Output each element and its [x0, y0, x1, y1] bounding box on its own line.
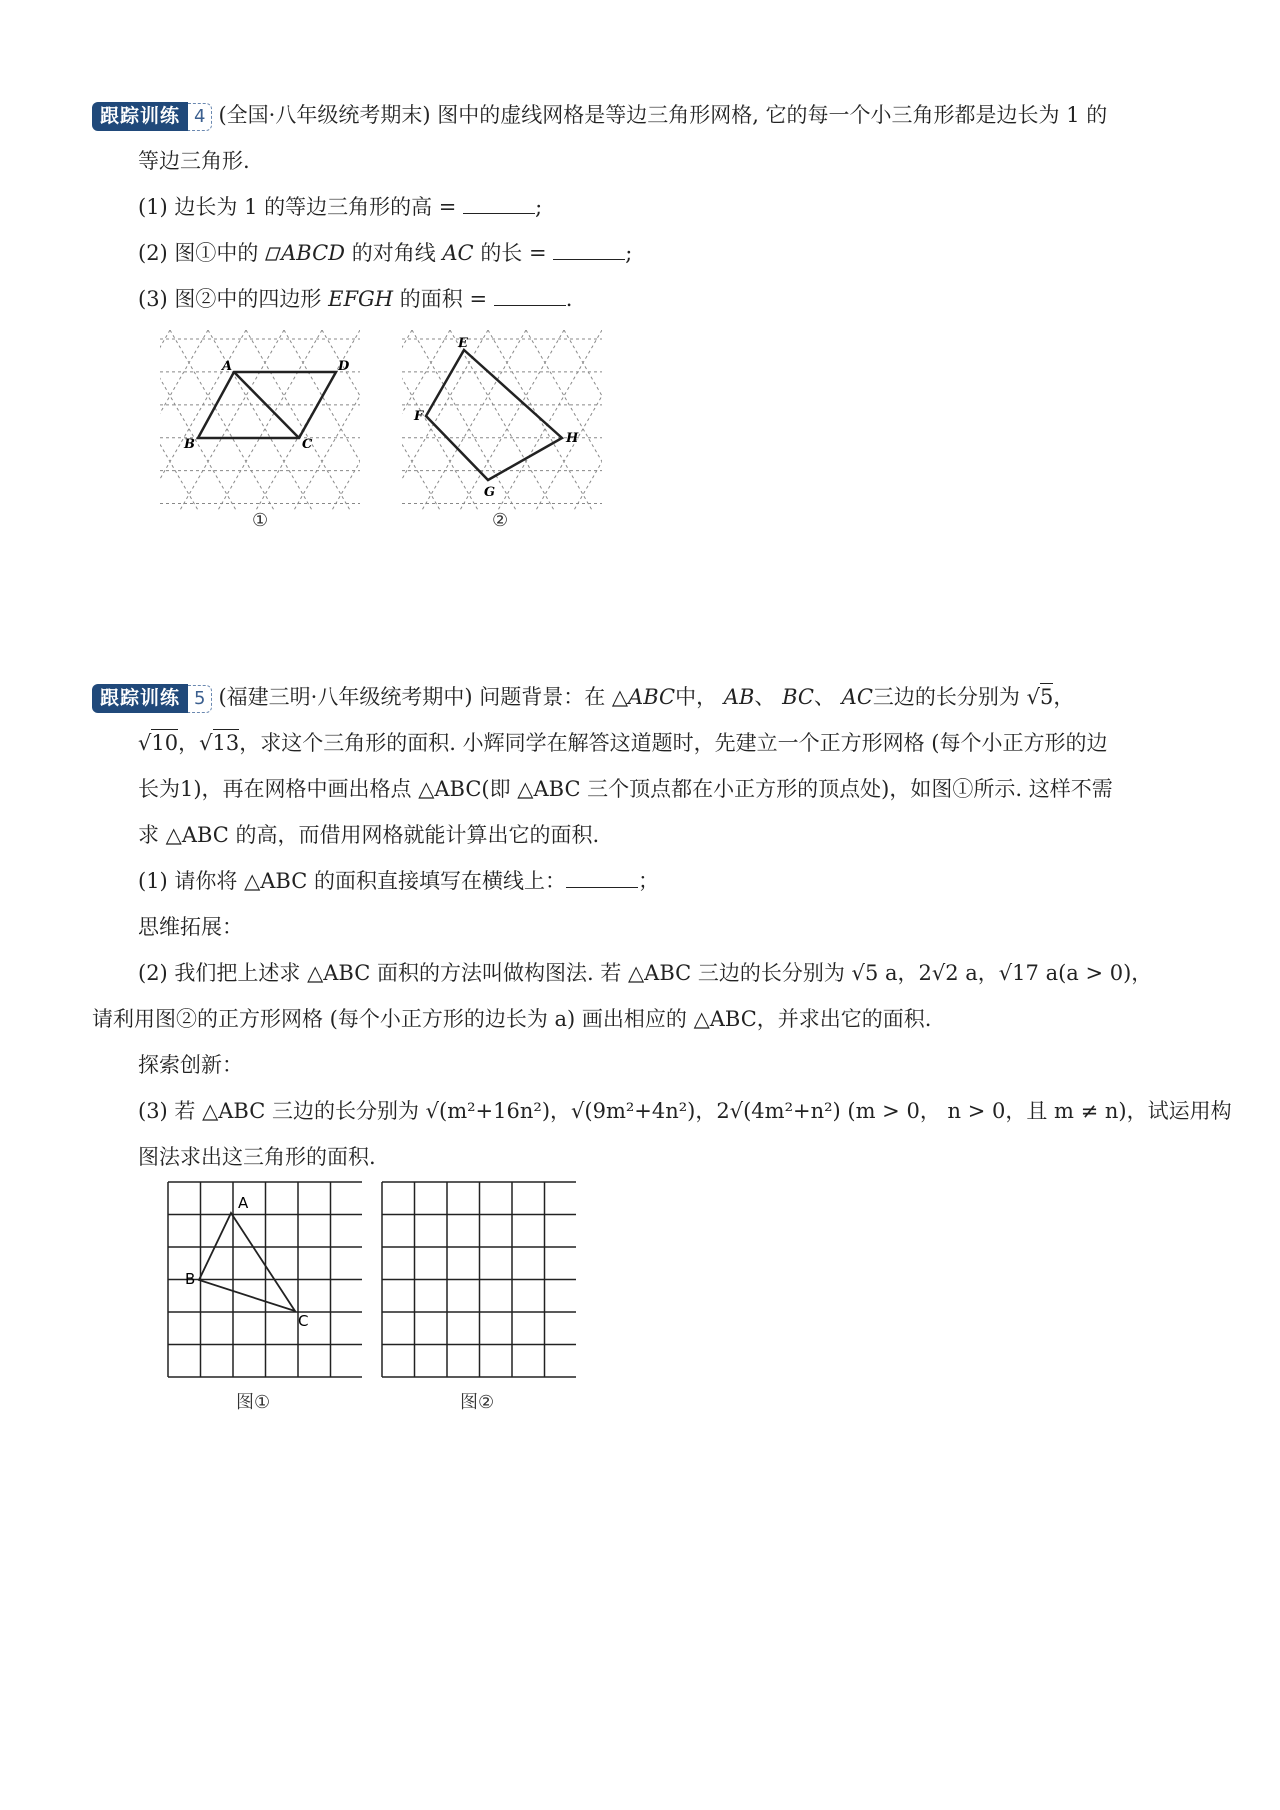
figure-5-1-caption: 图① — [236, 1392, 271, 1413]
triangular-grid-figure-2 — [402, 330, 602, 510]
p5-var-bc: BC — [782, 685, 814, 709]
p5-l2-text-e: ，求这个三角形的面积. 小辉同学在解答这道题时，先建立一个正方形网格 (每个小正方形的边 — [239, 731, 1108, 755]
label-h: H — [566, 431, 579, 446]
question-5-3-line-2: 图法求出这三角形的面积. — [138, 1145, 376, 1169]
quadrilateral-efgh — [426, 350, 562, 480]
question-4-3 — [138, 284, 572, 314]
answer-blank[interactable] — [494, 285, 566, 306]
p5-sep-2: 、 — [813, 685, 835, 709]
square-grid-figure-2 — [380, 1180, 576, 1380]
problem-5-line-2 — [138, 728, 1107, 758]
thinking-expansion-title: 思维拓展： — [138, 915, 243, 939]
parallelogram-icon — [265, 247, 281, 261]
q2-text-e: 的长 = — [480, 241, 547, 265]
triangle-abc — [199, 1213, 295, 1311]
label-g: G — [484, 485, 496, 500]
q3-var-efgh: EFGH — [328, 287, 394, 311]
question-5-3-line-1: (3) 若 △ABC 三边的长分别为 √(m²+16n²)，√(9m²+4n²)，2√(4m²+n²) (m > 0， n > 0，且 m ≠ n)，试运用构 — [138, 1099, 1232, 1123]
problem-5-line-1 — [92, 682, 1074, 713]
training-badge: 跟踪训练 — [92, 684, 188, 713]
explore-innovate-title: 探索创新： — [138, 1053, 243, 1077]
q2-text-c: 的对角线 — [351, 241, 436, 265]
q2-end: ; — [625, 241, 633, 265]
sqrt-13: 13 — [212, 731, 240, 755]
p5-var-ab: AB — [723, 685, 755, 709]
label-f: F — [414, 409, 424, 424]
question-5-2-line-2: 请利用图②的正方形网格 (每个小正方形的边长为 a) 画出相应的 △ABC，并求出它的面积. — [92, 1007, 932, 1031]
q2-var-abcd: ABCD — [281, 241, 346, 265]
figure-4-2-caption: ② — [492, 510, 509, 531]
answer-blank[interactable] — [553, 239, 625, 260]
q2-text-a: (2) 图①中的 — [138, 241, 259, 265]
q5-1-end: ； — [637, 869, 659, 893]
p5-var-ac: AC — [841, 685, 873, 709]
question-4-1 — [138, 192, 542, 222]
sqrt-sign: √ — [138, 731, 152, 755]
p5-text-i: 三边的长分别为 √ — [872, 685, 1040, 709]
training-badge: 跟踪训练 — [92, 102, 188, 131]
label-b: B — [184, 437, 195, 452]
figure-4-1-caption: ① — [252, 510, 269, 531]
p5-var-abc: ABC — [628, 685, 676, 709]
q5-1-text: (1) 请你将 △ABC 的面积直接填写在横线上： — [138, 869, 566, 893]
label-e: E — [458, 336, 468, 351]
q1-text: (1) 边长为 1 的等边三角形的高 = — [138, 195, 457, 219]
q3-text-a: (3) 图②中的四边形 — [138, 287, 322, 311]
triangular-grid-figure-1 — [160, 330, 360, 510]
problem-number: 5 — [188, 685, 212, 713]
question-5-1 — [138, 866, 659, 896]
problem-5-line-3: 长为1)，再在网格中画出格点 △ABC(即 △ABC 三个顶点都在小正方形的顶点处)，如图①所示. 这样不需 — [138, 777, 1113, 801]
square-grid-figure-1 — [166, 1180, 362, 1380]
label-b: B — [185, 1270, 196, 1288]
p5-text-a: (福建三明·八年级统考期中) 问题背景：在 △ — [218, 685, 629, 709]
label-a: A — [238, 1194, 249, 1212]
p5-text-k: ， — [1053, 685, 1075, 709]
p5-text-c: 中， — [675, 685, 718, 709]
answer-blank[interactable] — [463, 193, 535, 214]
problem-5-line-4: 求 △ABC 的高，而借用网格就能计算出它的面积. — [138, 823, 600, 847]
problem-4-text-1: (全国·八年级统考期末) 图中的虚线网格是等边三角形网格, 它的每一个小三角形都是边长为 1 的 — [218, 103, 1108, 127]
q1-end: ; — [535, 195, 543, 219]
problem-4-line-2: 等边三角形. — [138, 149, 250, 173]
label-c: C — [298, 1312, 309, 1330]
p5-sep-1: 、 — [754, 685, 776, 709]
label-a: A — [222, 359, 233, 374]
question-5-2-line-1: (2) 我们把上述求 △ABC 面积的方法叫做构图法. 若 △ABC 三边的长分别为 √5 a，2√2 a，√17 a(a > 0)， — [138, 961, 1153, 985]
problem-number: 4 — [188, 103, 212, 131]
figure-5-2-caption: 图② — [460, 1392, 495, 1413]
sqrt-10: 10 — [151, 731, 179, 755]
label-c: C — [302, 437, 313, 452]
sqrt-5: 5 — [1039, 685, 1054, 709]
problem-4-line-1 — [92, 100, 1107, 131]
p5-l2-text-c: ，√ — [178, 731, 213, 755]
q2-var-ac: AC — [442, 241, 474, 265]
q3-text-c: 的面积 = — [399, 287, 488, 311]
answer-blank[interactable] — [566, 867, 638, 888]
q3-end: . — [565, 287, 573, 311]
question-4-2 — [138, 238, 632, 268]
label-d: D — [338, 359, 350, 374]
